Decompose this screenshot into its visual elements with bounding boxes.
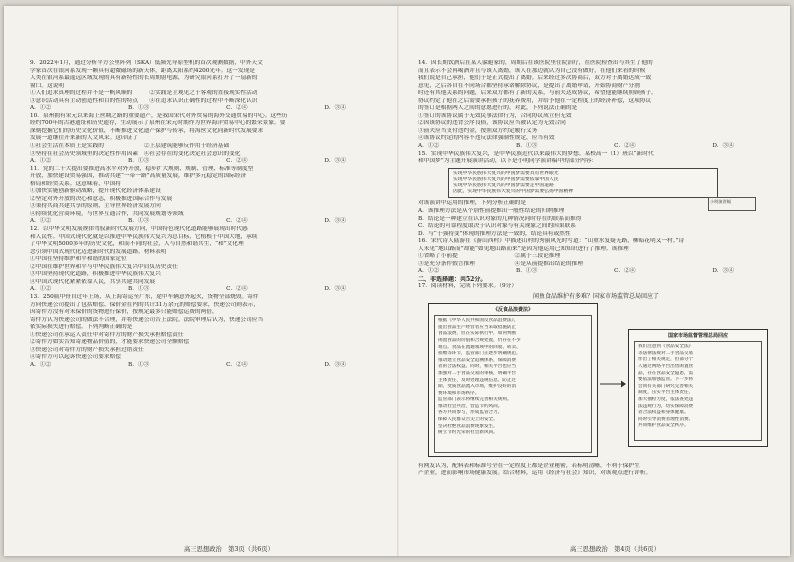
q15-note: 小明演讲稿: [708, 197, 756, 211]
answer-option: A．①②: [30, 105, 52, 112]
question-text: 人未见“地山路而”却能“如见地山路而来”是因为他运用已知知识进行了推理。该推理: [418, 245, 629, 252]
regulator-box-line: 加大抽检力度，依法查处违: [638, 396, 694, 402]
law-box-line: 加强对二手食品交易的审核，明确平台: [438, 370, 517, 376]
law-box-line: 者的合法权益。同时，相关平台也应当: [438, 364, 517, 370]
regulator-box-line: 人通过网络平台出售闲置食: [638, 363, 694, 369]
answer-option: D．③④: [324, 218, 346, 225]
question-text: ④中国式现代化紧紧依靠人民，共享共建共同发展: [30, 278, 156, 285]
question-text: 13．250瓶甲骨自过年上场，从上海寄运至广东，途中车辆意外起火，货物全部烧毁。寄件: [30, 293, 259, 300]
question-text: 念引领中国式现代化迈进新时代的发展道路。材料表明: [30, 248, 167, 255]
law-box: [428, 303, 598, 457]
law-box-line: 各方共同参与，形成监管合力。: [438, 410, 503, 416]
question-text: 产企业，进而影响市场健康发展。结合材料，运用《经济与社会》知识，对该观点进行评析。: [418, 470, 652, 477]
left-page: [30, 60, 386, 369]
arrow-right-icon: [599, 379, 627, 389]
law-box-line: 闲置食品的价值和合规处置，仍存在不少: [438, 337, 521, 343]
question-text: ②寄件方如实告知寄递物品价值的，才能要求快递公司全额赔偿: [30, 339, 190, 346]
question-text: 的签订是根据两人之间的意愿进行的。对此，下列说法正确的是: [418, 105, 578, 112]
question-text: 因寄件方没有对未保价的货物进行保价，按规定最多只能赔偿运费的两倍，: [30, 309, 218, 316]
question-text: ③秉持共商共建共享的原则，主导世界经济发展方向: [30, 203, 161, 210]
page-fold: [397, 6, 399, 556]
question-text: ③中国坚持现代化道路，积极推进中华民族伟大复兴: [30, 271, 161, 278]
answer-option: B．①③: [128, 361, 150, 368]
question-text: ③坚持在社会历史领域里的决定性作用因素 ④社会存在的变化决定社会意识的变化: [30, 150, 241, 157]
law-box-line: 食品浪费，但在实际执行中，如何判断: [438, 331, 517, 337]
question-text: 而且表示不会再喝酒并且与该人离婚，该人在那边就认为自己没有做好，在他们来看的时候: [418, 67, 646, 74]
question-text: 学家首次在银河系发现一颗具有超微磁场的新天体，距离太阳系约4200光年。这一发现是: [30, 67, 255, 74]
regulator-box-line: 制度，压实平台主体责任，: [638, 390, 694, 396]
question-text: 了中华文明5000多年的历史文化，和而不同的社会，人与自然和谐共生，“和”文化理: [30, 241, 244, 248]
answer-option: A．①②: [30, 218, 52, 225]
question-text: ①签订的该协议属于无效民事法律行为，合同协议成立但无效: [418, 112, 572, 119]
question-text: ③意识活动具有主动创造性和目的性的特点 ④在追求认识正确性的过程中不断深化认识: [30, 97, 258, 104]
law-box-line: 推动建立食品安全追溯体系，保障消费: [438, 357, 517, 363]
answer-option: C．②④: [614, 268, 636, 275]
q17-material-title: 闲鱼食品维护有多难？国家市场监管总局回应了: [532, 293, 659, 301]
law-box-line: 期、变质食品流入市场，维护良好的消: [438, 384, 517, 390]
question-text: 有网友认为，配料表和标准号全在一定程度上都是企业秘密，若标明清晰，不利于保护生: [418, 462, 640, 469]
question-text: ①社会生活在本质上是实践的 ②上层建筑能够反作用于经济基础: [30, 143, 230, 150]
question-text: ①加快实施创新驱动战略，提升现代化经济体系建设: [30, 188, 161, 195]
question-text: ③前夫应当支付违约金，按照双方约定履行义务: [418, 127, 538, 134]
question-text: ②因该协议的违背公序良俗，该协议应当被认定为无效合同: [418, 120, 566, 127]
question-text: 对该演讲中运用的推理，下列分析正确的是: [418, 200, 527, 207]
question-text: 深刻挖掘它们的历史文化价值，不断推进文化遗产保护与传承，将海丝文化同新时代发展要求: [30, 127, 264, 134]
answer-option: D．③④: [324, 361, 346, 368]
question-text: 和中国梦”为主题开展演讲活动，以下是小明同学演讲稿中的部分内容：: [418, 158, 598, 165]
question-text: 时还有其他关系的问题，后来双方都有了新的关系，与前夫达成协议，希望他能继续照顾孩子。: [418, 90, 657, 97]
question-text: 14．因长期饮酒后在某人躲避家的，周期后在该医院里住院治疗，在医院检查出与其生了他的: [418, 60, 653, 66]
regulator-box-line: 品，存在食品安全隐患，需: [638, 370, 694, 376]
law-box-line: 难点。食品在流通领域中的回收、转卖、: [438, 344, 521, 350]
law-box-line: 监管部门表示将继续完善相关规则。: [438, 397, 512, 403]
q16-options: [418, 268, 774, 276]
left-page-footer: 高三思想政治 第3页（共6页）: [184, 546, 274, 553]
question-text: 开放，加快建设贸易强国，推动共建“一带一路”高质量发展，维护多元稳定的国际经济: [30, 173, 247, 180]
question-text: 和人民性。中国式现代化就是以推进中华民族伟大复兴为总目标，它植根于中国大地，承续: [30, 233, 258, 240]
question-text: 12．以中华文明发展规律驾驭新时代发展方向，中国特色现代化道路能够展现出时代感: [30, 226, 248, 233]
question-text: 意见，之后各自在不同场合都坚持承诺解除协议，是提出了离婚申请，开始协商财产分割: [418, 82, 640, 89]
answer-option: B．①③: [516, 268, 538, 275]
question-text: ①中国在坚持维护和平和谐的国家定位: [30, 256, 127, 263]
exam-sheet: [4, 6, 790, 556]
q12-options: [30, 286, 386, 294]
speech-line: 实现中华民族伟大复兴的中国梦需要走中国道路: [453, 183, 554, 189]
answer-option: C．②④: [614, 143, 636, 150]
question-text: ③是充分条件假言推理 ④是从前提推出结论的推理: [418, 260, 583, 267]
question-text: ④寄件方可以起诉快递公司要求赔偿: [30, 354, 121, 361]
question-text: ④持续优化营商环境，与世界互通合作，共同发展规划等领域: [30, 210, 184, 217]
regulator-box-line: 等法律法规对二手食品交易: [638, 350, 694, 356]
question-text: 11．党的二十大提出要推进高水平对外开放，稳步扩大规则、规制、管理、标准等制度型: [30, 165, 254, 172]
regulator-box-line: 者合法权益和身体健康。: [638, 410, 689, 416]
law-box-line: 捐赠等环节，监管部门正逐步明确规范，: [438, 351, 521, 357]
question-text: C．结论的可靠程度取决于认识对象与有关现象之间的因果联系: [418, 223, 576, 230]
q10-options: [30, 158, 386, 166]
question-text: 经约700年的古港遗址和历史遗存，生动展示了泉州在宋元时期作为世界海洋贸易中心的繁荣景象。要: [30, 120, 286, 127]
law-box-title: 《反食品浪费法》: [492, 306, 533, 313]
q9-options: [30, 105, 386, 113]
answer-option: C．②④: [226, 361, 248, 368]
answer-option: D．③④: [324, 105, 346, 112]
answer-option: D．③④: [712, 268, 734, 275]
question-text: ①省略了小前提 ②属于三段论推理: [418, 253, 561, 260]
regulator-box-line: 要依法加强监管。下一步将: [638, 377, 694, 383]
question-text: A．该推理方法是从个别性前提推出一般性结论的归纳推理: [418, 208, 565, 215]
law-box-line: 费环境和市场秩序。: [438, 390, 480, 396]
law-box-line: 保障人民群众舌尖上的安全。: [438, 417, 498, 423]
right-page: [418, 60, 774, 478]
speech-line: 实现中华民族伟大复兴的中国梦需要具有世界眼光: [453, 170, 559, 176]
section-heading: 二、非选择题：共52分。: [418, 275, 487, 283]
question-text: ②中国在维护世界和平与中华民族伟大复兴中肩负历史责任: [30, 263, 178, 270]
question-text: 我们说是自己承担，他们于是正式提出了离婚。后来经过多次协商后，双方对于离婚达成一致: [418, 75, 652, 82]
answer-option: D．③④: [712, 143, 734, 150]
question-text: 15．实现中华民族伟大复兴，是中华民族近代以来最伟大的梦想。某校高一（1）班以“新时代: [418, 150, 654, 157]
regulator-box-line: 法违规行为，切实保障消费: [638, 403, 694, 409]
question-text: B．结论是一种建立在认识对象的几种情况同时存在的联系而推得: [418, 215, 582, 222]
question-text: D．与“于强持变”体现的推理方法是一致的，结论具有或然性: [418, 230, 571, 237]
question-text: 16．宋代诗人陆游在《游山西村》中描述山村的秀丽风光时写道：“山重水复疑无路，柳暗花明又一村。”诗: [418, 238, 685, 245]
answer-option: C．②④: [226, 286, 248, 293]
answer-option: B．①③: [128, 218, 150, 225]
answer-option: A．①②: [30, 286, 52, 293]
question-text: ③快递公司对寄件方的财产损失承担过错责任: [30, 346, 144, 353]
law-box-line: 坚决杜绝食品浪费现象发生。: [438, 423, 498, 429]
regulator-box-title: 国家市场监督管理总局回应: [667, 332, 728, 339]
answer-option: C．②④: [226, 105, 248, 112]
question-text: ①人们追求真理的过程并不是一帆风顺的 ②实践是主观见之于客观的直接现实性活动: [30, 90, 258, 97]
speech-line: 因此，实现中华民族伟大复兴的中国梦需要弘扬中国精神: [453, 189, 573, 195]
law-box-line: 主体责任，及时处理违规信息，防止过: [438, 377, 517, 383]
regulator-box-line: 共同维护食品安全秩序。: [638, 423, 689, 429]
answer-option: B．①③: [128, 105, 150, 112]
right-page-footer: 高三思想政治 第4页（共6页）: [570, 546, 660, 553]
question-text: 格局和经贸关系。这意味着，中国将: [30, 180, 121, 187]
q17-material: [418, 303, 774, 463]
speech-line: 实现中华民族伟大复兴的中国梦需要依靠中国人民: [453, 176, 559, 182]
question-text: ①快递公司在承运人责任中对寄件方的财产损失承担赔偿责任: [30, 331, 184, 338]
q15-speech-box: [448, 168, 718, 199]
question-text: ④该协议约定的内容不违反法律强制性规定，应当有效: [418, 135, 555, 142]
regulator-box-line: 作出了相关规定，但部分个: [638, 357, 694, 363]
answer-option: B．①③: [128, 286, 150, 293]
answer-option: A．①②: [30, 158, 52, 165]
law-box-line: 根据《中华人民共和国反食品浪费法》，: [438, 318, 519, 324]
question-text: 发展一道继往开来新的人文风采。这印证了: [30, 135, 139, 142]
question-text: 协议约定了他在之后需要承担孩子的抚养费用，并给予他在一定程度上的经济补偿，这项协议: [418, 97, 652, 104]
q13-options: [30, 362, 386, 370]
answer-option: C．②④: [226, 158, 248, 165]
question-text: 人类在银河系最遥远区域发现的具有新特性的长周期射电源，为研究银河系打开了一扇新的: [30, 75, 258, 82]
question-text: 9．2022年1月，通过分析平方公里阵列（SKA）低频先导原型机的首次观测数据，中外天文: [30, 60, 263, 66]
q14-options: [418, 143, 774, 151]
regulator-box-line: 我们注意到《食品安全法》: [638, 344, 694, 350]
regulator-box: [628, 329, 768, 447]
regulator-box-line: 同时引导消费者理性消费。: [638, 416, 694, 422]
regulator-box-line: 会同有关部门研究完善相关: [638, 383, 694, 389]
answer-option: A．①②: [418, 143, 440, 150]
answer-option: A．①②: [418, 268, 440, 275]
answer-option: D．③④: [324, 286, 346, 293]
q17-heading: 17．阅读材料，完成下列要求。（9分）: [418, 283, 518, 290]
question-text: ②坚定对外开放的决心和意志，积极推进国际合作与发展: [30, 195, 173, 202]
answer-option: C．②④: [226, 218, 248, 225]
law-box-line: 树立节约光荣的社会新风尚。: [438, 430, 498, 436]
question-text: 依实际损失进行赔偿。下列判断正确的是: [30, 324, 133, 331]
answer-option: B．①③: [128, 158, 150, 165]
answer-option: B．①③: [516, 143, 538, 150]
question-text: 窗口。这说明: [30, 82, 65, 89]
question-text: 寄件方认为快递公司的做法不合理，并将快递公司告上法院。法院审理后认为，快递公司应当: [30, 316, 264, 323]
law-box-line: 提出食品生产经营者应当采取措施防止: [438, 324, 517, 330]
q11-options: [30, 218, 386, 226]
law-box-line: 推动社会共治，营造节约风尚。: [438, 403, 503, 409]
answer-option: D．③④: [324, 158, 346, 165]
answer-option: A．①②: [30, 361, 52, 368]
question-text: 10．泉州拥有宋元以来海上丝绸之路的重要遗产，是我国宋代对外贸易的海外交通贸易的中心。这些历: [30, 112, 288, 119]
question-text: 方向快递公司提出了包括赔偿、保价金在内的共计31万余元的赔偿要求，快递公司则表示，: [30, 301, 260, 308]
